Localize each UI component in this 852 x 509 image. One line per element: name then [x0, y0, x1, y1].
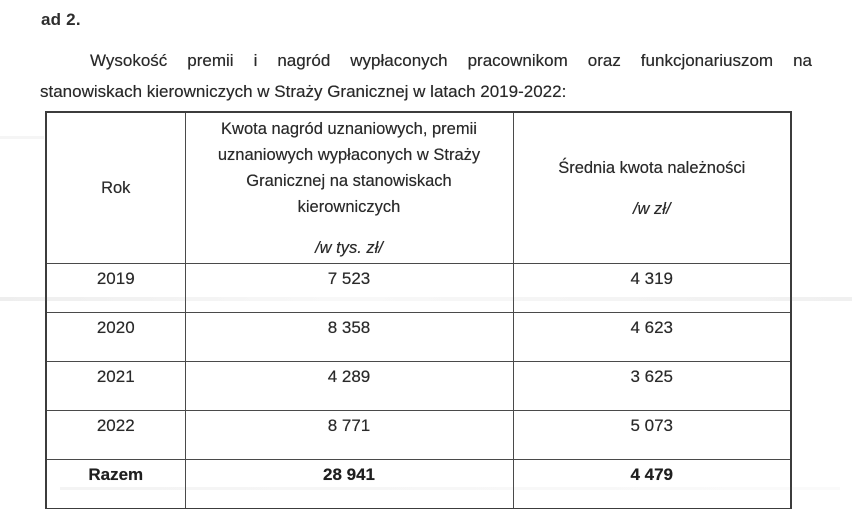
kwota-title-line-4: kierowniczych: [297, 198, 401, 216]
col-header-rok-label: Rok: [101, 179, 131, 197]
cell-rok: 2022: [46, 411, 185, 460]
cell-razem-label: Razem: [46, 460, 185, 509]
kwota-title-line-1: Kwota nagród uznaniowych, premii: [221, 120, 477, 138]
col-header-kwota-title: [186, 116, 513, 220]
cell-rok: 2020: [46, 313, 185, 362]
col-header-kwota-unit: /w tys. zł/: [315, 239, 383, 257]
kwota-title-line-2: uznaniowych wypłaconych w Straży: [217, 146, 481, 164]
cell-razem-kwota: 28 941: [185, 460, 513, 509]
kwota-title-line-3: Granicznej na stanowiskach: [246, 172, 452, 190]
table-row-2020: [46, 313, 791, 362]
cell-srednia: 3 625: [513, 362, 791, 411]
cell-srednia: 5 073: [513, 411, 791, 460]
section-heading: ad 2.: [41, 10, 81, 29]
table-row-razem: [46, 460, 791, 509]
col-header-kwota: [185, 112, 513, 264]
cell-srednia: 4 319: [513, 264, 791, 313]
paragraph-line-1: Wysokość premii i nagród wypłaconych pracownikom oraz funkcjonariuszom na: [90, 51, 812, 70]
col-header-srednia-title: Średnia kwota należności: [558, 159, 746, 177]
cell-kwota: 4 289: [185, 362, 513, 411]
cell-kwota: 8 358: [185, 313, 513, 362]
cell-srednia: 4 623: [513, 313, 791, 362]
intro-paragraph: [40, 45, 812, 107]
cell-rok: 2021: [46, 362, 185, 411]
cell-kwota: 7 523: [185, 264, 513, 313]
table-header-row: [46, 112, 791, 264]
paragraph-line-2: stanowiskach kierowniczych w Straży Granicznej w latach 2019-2022:: [40, 82, 567, 101]
cell-rok: 2019: [46, 264, 185, 313]
cell-razem-srednia: 4 479: [513, 460, 791, 509]
table-row-2022: [46, 411, 791, 460]
table-row-2019: [46, 264, 791, 313]
col-header-rok: [46, 112, 185, 264]
col-header-srednia-unit: /w zł/: [632, 200, 671, 218]
cell-kwota: 8 771: [185, 411, 513, 460]
table-row-2021: [46, 362, 791, 411]
scan-artifact-streak: [0, 136, 44, 139]
col-header-srednia: [513, 112, 791, 264]
premie-nagrody-table: [45, 111, 792, 509]
